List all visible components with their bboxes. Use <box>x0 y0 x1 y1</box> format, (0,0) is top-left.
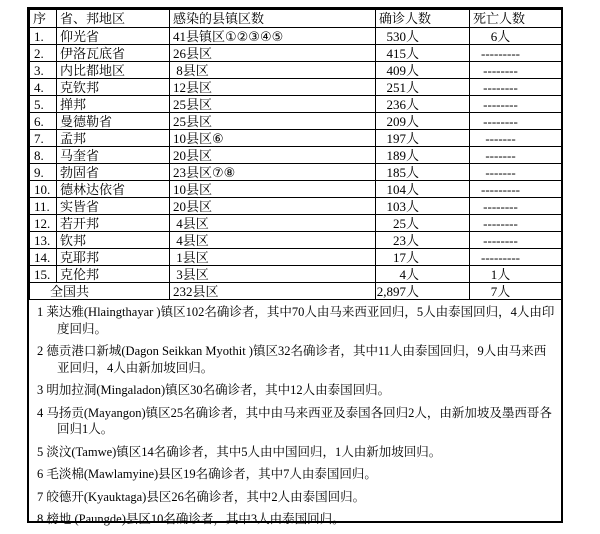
table-row <box>30 96 562 113</box>
col-header-confirmed: 确诊人数 <box>376 10 470 28</box>
cell-region: 克伦邦 <box>57 266 170 283</box>
cell-confirmed: 17人 <box>376 249 470 266</box>
cell-districts: 25县区 <box>170 113 376 130</box>
cell-districts: 10县区 <box>170 181 376 198</box>
cell-no: 5. <box>30 96 57 113</box>
table-row <box>30 28 562 45</box>
cell-districts: 4县区 <box>170 232 376 249</box>
cell-confirmed: 103人 <box>376 198 470 215</box>
cell-deaths: -------- <box>470 96 562 113</box>
cell-confirmed: 104人 <box>376 181 470 198</box>
cell-confirmed: 415人 <box>376 45 470 62</box>
cell-districts: 20县区 <box>170 198 376 215</box>
cell-deaths: --------- <box>470 181 562 198</box>
cell-districts: 3县区 <box>170 266 376 283</box>
cell-no: 6. <box>30 113 57 130</box>
cell-no: 4. <box>30 79 57 96</box>
footnote-item: 6 毛淡棉(Mawlamyine)县区19名确诊者，其中7人由泰国回归。 <box>37 467 377 481</box>
cell-region: 德林达依省 <box>57 181 170 198</box>
cell-region: 钦邦 <box>57 232 170 249</box>
cell-districts: 4县区 <box>170 215 376 232</box>
cell-deaths: ------- <box>470 147 562 164</box>
cell-confirmed: 185人 <box>376 164 470 181</box>
cell-deaths: -------- <box>470 232 562 249</box>
cell-no: 15. <box>30 266 57 283</box>
cell-confirmed: 189人 <box>376 147 470 164</box>
cell-total-label: 全国共 <box>30 283 170 300</box>
footnote-item: 5 淡汶(Tamwe)镇区14名确诊者，其中5人由中国回归，1人由新加坡回归。 <box>37 444 442 459</box>
cell-region: 马奎省 <box>57 147 170 164</box>
cell-deaths: -------- <box>470 215 562 232</box>
cell-deaths: -------- <box>470 62 562 79</box>
table-row <box>30 113 562 130</box>
cell-confirmed: 409人 <box>376 62 470 79</box>
cell-region: 孟邦 <box>57 130 170 147</box>
cell-no: 13. <box>30 232 57 249</box>
col-header-deaths: 死亡人数 <box>470 10 562 28</box>
cell-districts: 1县区 <box>170 249 376 266</box>
cell-no: 11. <box>30 198 57 215</box>
cell-confirmed: 251人 <box>376 79 470 96</box>
cell-confirmed: 236人 <box>376 96 470 113</box>
region-case-table <box>29 9 562 300</box>
cell-confirmed: 25人 <box>376 215 470 232</box>
cell-districts: 25县区 <box>170 96 376 113</box>
cell-region: 伊洛瓦底省 <box>57 45 170 62</box>
cell-region: 实皆省 <box>57 198 170 215</box>
table-row <box>30 249 562 266</box>
table-row <box>30 79 562 96</box>
cell-region: 仰光省 <box>57 28 170 45</box>
table-row <box>30 198 562 215</box>
table-row <box>30 266 562 283</box>
cell-districts: 12县区 <box>170 79 376 96</box>
col-header-districts: 感染的县镇区数 <box>170 10 376 28</box>
cell-no: 12. <box>30 215 57 232</box>
total-row <box>30 283 562 300</box>
cell-region: 勃固省 <box>57 164 170 181</box>
col-header-region: 省、邦地区 <box>57 10 170 28</box>
cell-region: 内比都地区 <box>57 62 170 79</box>
footnote-item: 8 榜地 (Paungde)县区10名确诊者，其中3人由泰国回归。 <box>37 512 345 526</box>
cell-region: 掸邦 <box>57 96 170 113</box>
table-row <box>30 215 562 232</box>
cell-region: 克耶邦 <box>57 249 170 266</box>
cell-total-confirmed: 2,897人 <box>376 283 470 300</box>
cell-region: 若开邦 <box>57 215 170 232</box>
cell-deaths: ------- <box>470 130 562 147</box>
table-row <box>30 45 562 62</box>
cell-confirmed: 4人 <box>376 266 470 283</box>
cell-deaths: 1人 <box>470 266 562 283</box>
table-row <box>30 232 562 249</box>
table-row <box>30 164 562 181</box>
footnote-item: 7 皎德开(Kyauktaga)县区26名确诊者，其中2人由泰国回归。 <box>37 489 366 504</box>
cell-no: 10. <box>30 181 57 198</box>
cell-region: 克钦邦 <box>57 79 170 96</box>
table-row <box>30 181 562 198</box>
cell-deaths: --------- <box>470 45 562 62</box>
footnote-item: 3 明加拉洞(Mingaladon)镇区30名确诊者，其中12人由泰国回归。 <box>37 383 391 397</box>
cell-deaths: -------- <box>470 79 562 96</box>
table-row <box>30 130 562 147</box>
col-header-no: 序 <box>30 10 57 28</box>
footnote-item: 2 德贡港口新城(Dagon Seikkan Myothit )镇区32名确诊者，其中11人由泰国回归，9人由马来西亚回归，4人由新加坡回归。 <box>37 344 547 375</box>
cell-districts: 26县区 <box>170 45 376 62</box>
footnotes-section <box>29 300 561 534</box>
cell-deaths: ------- <box>470 164 562 181</box>
cell-deaths: -------- <box>470 113 562 130</box>
cell-total-deaths: 7人 <box>470 283 562 300</box>
cell-confirmed: 530人 <box>376 28 470 45</box>
cell-confirmed: 197人 <box>376 130 470 147</box>
cell-no: 9. <box>30 164 57 181</box>
cell-no: 2. <box>30 45 57 62</box>
cell-districts: 20县区 <box>170 147 376 164</box>
cell-region: 曼德勒省 <box>57 113 170 130</box>
cell-districts: 23县区⑦⑧ <box>170 164 376 181</box>
cell-deaths: 6人 <box>470 28 562 45</box>
cell-no: 14. <box>30 249 57 266</box>
cell-confirmed: 23人 <box>376 232 470 249</box>
footnote-item: 4 马扬贡(Mayangon)镇区25名确诊者，其中由马来西亚及泰国各回归2人，由新加坡及墨西哥各回归1人。 <box>37 405 552 436</box>
table-and-footnotes-box <box>27 7 563 526</box>
header-row <box>30 10 562 28</box>
cell-confirmed: 209人 <box>376 113 470 130</box>
cell-no: 8. <box>30 147 57 164</box>
table-row <box>30 147 562 164</box>
cell-districts: 10县区⑥ <box>170 130 376 147</box>
cell-total-districts: 232县区 <box>170 283 376 300</box>
cell-no: 7. <box>30 130 57 147</box>
footnote-item: 1 莱达雅(Hlaingthayar )镇区102名确诊者，其中70人由马来西亚回归，5人由泰国回归，4人由印度回归。 <box>37 305 555 336</box>
cell-deaths: -------- <box>470 198 562 215</box>
cell-no: 1. <box>30 28 57 45</box>
cell-districts: 41县镇区①②③④⑤ <box>170 28 376 45</box>
cell-no: 3. <box>30 62 57 79</box>
table-row <box>30 62 562 79</box>
cell-districts: 8县区 <box>170 62 376 79</box>
cell-deaths: --------- <box>470 249 562 266</box>
